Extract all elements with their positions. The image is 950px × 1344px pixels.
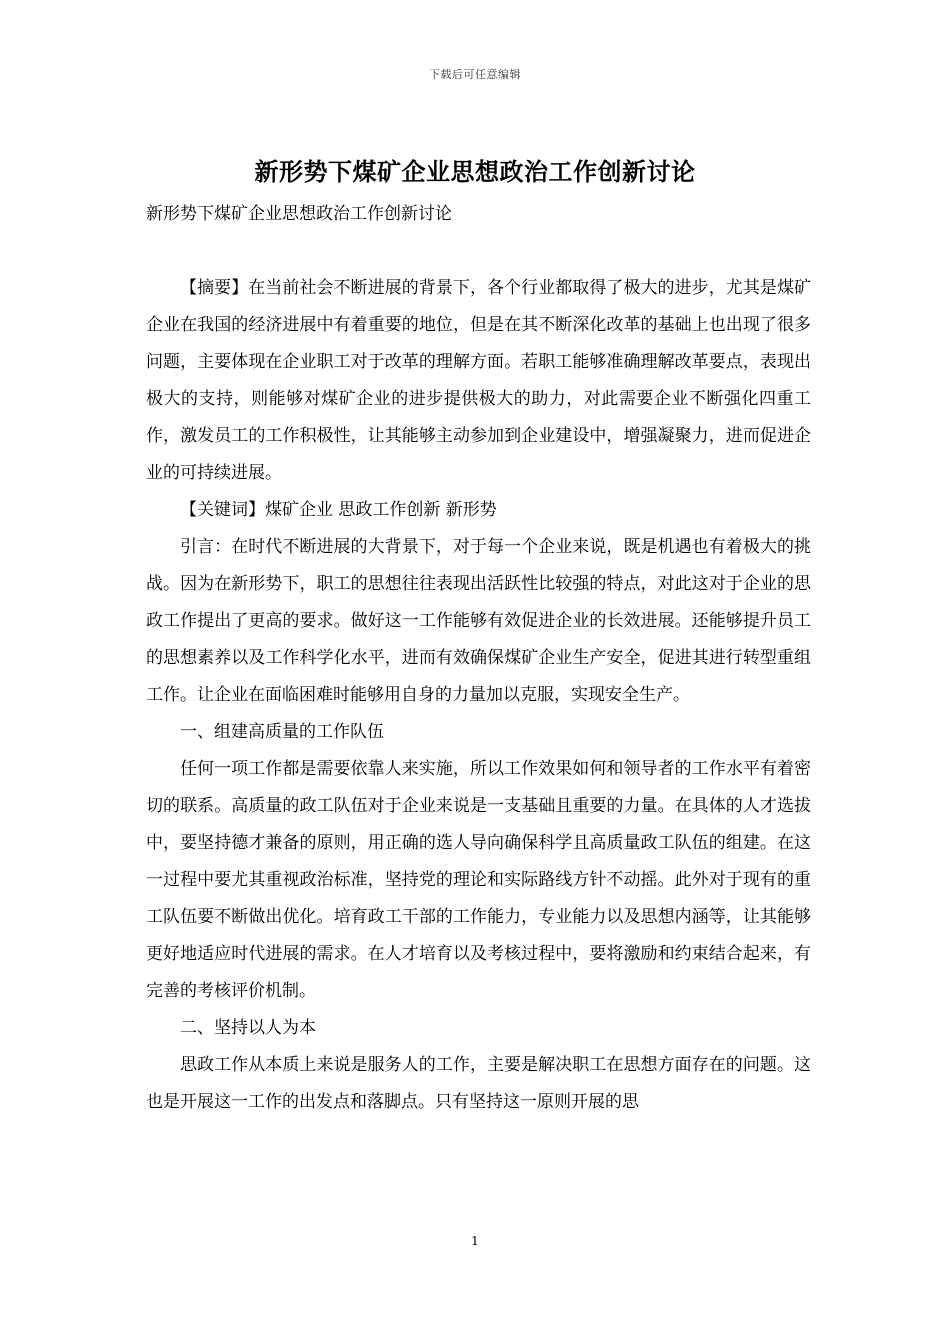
- section-1-paragraph: 任何一项工作都是需要依靠人来实施，所以工作效果如何和领导者的工作水平有着密切的联系。高质量的政工队伍对于企业来说是一支基础且重要的力量。在具体的人才选拔中，要坚持德才兼备的原则，用正确的选人导向确保科学且高质量政工队伍的组建。在这一过程中要尤其重视政治标准，坚持党的理论和实际路线方针不动摇。此外对于现有的重工队伍要不断做出优化。培育政工干部的工作能力，专业能力以及思想内涵等，让其能够更好地适应时代进展的需求。在人才培育以及考核过程中，要将激励和约束结合起来，有完善的考核评价机制。: [146, 759, 811, 1001]
- introduction-paragraph: 引言：在时代不断进展的大背景下，对于每一个企业来说，既是机遇也有着极大的挑战。因为在新形势下，职工的思想往往表现出活跃性比较强的特点，对此这对于企业的思政工作提出了更高的要求。做好这一工作能够有效促进企业的长效进展。还能够提升员工的思想素养以及工作科学化水平，进而有效确保煤矿企业生产安全，促进其进行转型重组工作。让企业在面临困难时能够用自身的力量加以克服，实现安全生产。: [146, 537, 811, 705]
- page-number: 1: [471, 1234, 479, 1248]
- section-heading-1: 一、组建高质量的工作队伍: [180, 722, 384, 742]
- document-subtitle: 新形势下煤矿企业思想政治工作创新讨论: [146, 204, 452, 224]
- document-body: [146, 270, 811, 1121]
- section-heading-2: 二、坚持以人为本: [180, 1018, 316, 1038]
- keywords-paragraph: 【关键词】煤矿企业 思政工作创新 新形势: [180, 500, 497, 520]
- document-title: 新形势下煤矿企业思想政治工作创新讨论: [254, 157, 696, 186]
- section-2-paragraph: 思政工作从本质上来说是服务人的工作，主要是解决职工在思想方面存在的问题。这也是开展这一工作的出发点和落脚点。只有坚持这一原则开展的思: [146, 1055, 811, 1112]
- page-header: 下载后可任意编辑: [429, 68, 521, 81]
- abstract-paragraph: 【摘要】在当前社会不断进展的背景下，各个行业都取得了极大的进步，尤其是煤矿企业在我国的经济进展中有着重要的地位，但是在其不断深化改革的基础上也出现了很多问题，主要体现在企业职工对于改革的理解方面。若职工能够准确理解改革要点，表现出极大的支持，则能够对煤矿企业的进步提供极大的助力，对此需要企业不断强化四重工作，激发员工的工作积极性，让其能够主动参加到企业建设中，增强凝聚力，进而促进企业的可持续进展。: [146, 278, 811, 483]
